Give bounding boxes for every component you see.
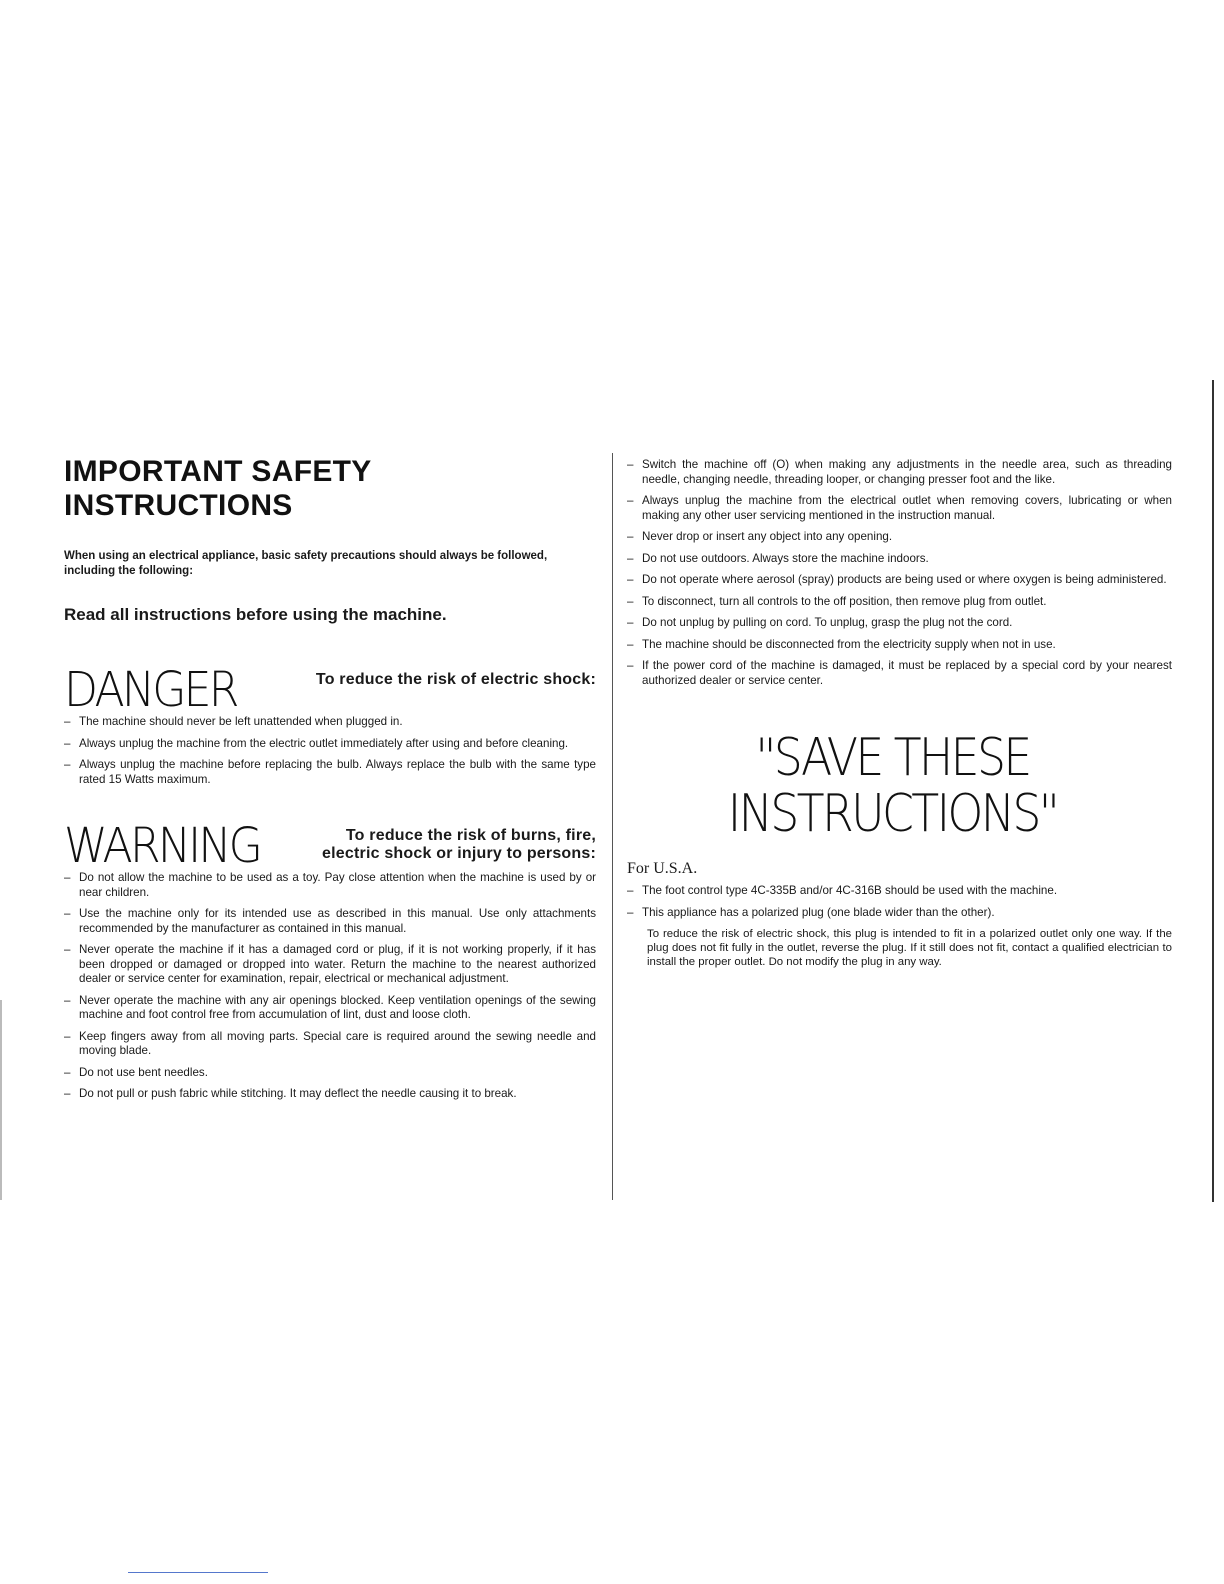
list-item: – Always unplug the machine before replacing the bulb. Always replace the bulb with the same type rated 15 Watts maximum. [64,758,596,787]
list-item: – Always unplug the machine from the electric outlet immediately after using and before cleaning. [64,737,596,752]
list-item: – Never operate the machine with any air openings blocked. Keep ventilation openings of the sewing machine and foot control free from accumulation of lint, dust and loose cloth. [64,994,596,1023]
list-item: – Never drop or insert any object into any opening. [627,530,1172,545]
warning-subtitle [322,821,596,863]
list-item: – Do not use bent needles. [64,1066,596,1081]
right-column [627,458,1172,969]
read-all-heading: Read all instructions before using the machine. [64,605,447,624]
danger-subtitle: To reduce the risk of electric shock: [315,671,596,688]
warning-header [64,818,596,874]
save-line-1: "SAVE THESE [755,728,1030,788]
list-item: – Do not allow the machine to be used as a toy. Pay close attention when the machine is used by or near children. [64,871,596,900]
list-item: – Do not pull or push fabric while stitching. It may deflect the needle causing it to break. [64,1087,596,1102]
scan-edge-left [0,1000,2,1200]
danger-heading: DANGER [64,662,237,718]
list-item: – This appliance has a polarized plug (one blade wider than the other). [627,906,1172,921]
list-item: – Do not operate where aerosol (spray) products are being used or where oxygen is being administered. [627,573,1172,588]
warning-heading: WARNING [64,818,261,874]
warning-list [64,871,596,1102]
warning-subtitle-line: To reduce the risk of burns, fire, [345,827,596,844]
danger-header [64,662,596,718]
list-item: – Never operate the machine if it has a damaged cord or plug, if it is not working properly, if it has been dropped or damaged or dropped into water. Return the machine to the nearest authorized dealer or service center for examination, repair, electrical or mechanical adjustment. [64,943,596,987]
list-item: – Switch the machine off (O) when making any adjustments in the needle area, such as threading needle, changing needle, threading looper, or changing presser foot and the like. [627,458,1172,487]
usa-heading: For U.S.A. [627,860,698,877]
list-item: – The machine should never be left unattended when plugged in. [64,715,596,730]
additional-precautions-list [627,458,1172,688]
page-title: IMPORTANT SAFETY INSTRUCTIONS [64,455,372,522]
list-item: – Always unplug the machine from the electrical outlet when removing covers, lubricating or when making any other user servicing mentioned in the instruction manual. [627,494,1172,523]
list-item: – If the power cord of the machine is damaged, it must be replaced by a special cord by your nearest authorized dealer or service center. [627,659,1172,688]
intro-text: When using an electrical appliance, basic safety precautions should always be followed, including the following: [64,550,548,577]
list-item: – Use the machine only for its intended use as described in this manual. Use only attachments recommended by the manufacturer as contained in this manual. [64,907,596,936]
footer-rule [128,1572,268,1573]
list-item: – Keep fingers away from all moving parts. Special care is required around the sewing needle and moving blade. [64,1030,596,1059]
list-item: – The foot control type 4C-335B and/or 4C-316B should be used with the machine. [627,884,1172,899]
list-item: – Do not unplug by pulling on cord. To unplug, grasp the plug not the cord. [627,616,1172,631]
usa-note: To reduce the risk of electric shock, this plug is intended to fit in a polarized outlet only one way. If the plug does not fit fully in the outlet, reverse the plug. If it still does not fit, contact a qualified electrician to install the proper outlet. Do not modify the plug in any way. [647,928,1172,968]
save-instructions-banner [613,730,1172,842]
scan-edge-right [1212,380,1214,1202]
usa-list [627,884,1172,920]
list-item: – The machine should be disconnected from the electricity supply when not in use. [627,638,1172,653]
warning-subtitle-line: electric shock or injury to persons: [322,845,596,862]
list-item: – Do not use outdoors. Always store the machine indoors. [627,552,1172,567]
danger-list [64,715,596,787]
save-line-2: INSTRUCTIONS" [727,784,1058,844]
list-item: – To disconnect, turn all controls to the off position, then remove plug from outlet. [627,595,1172,610]
left-column [64,455,596,1109]
